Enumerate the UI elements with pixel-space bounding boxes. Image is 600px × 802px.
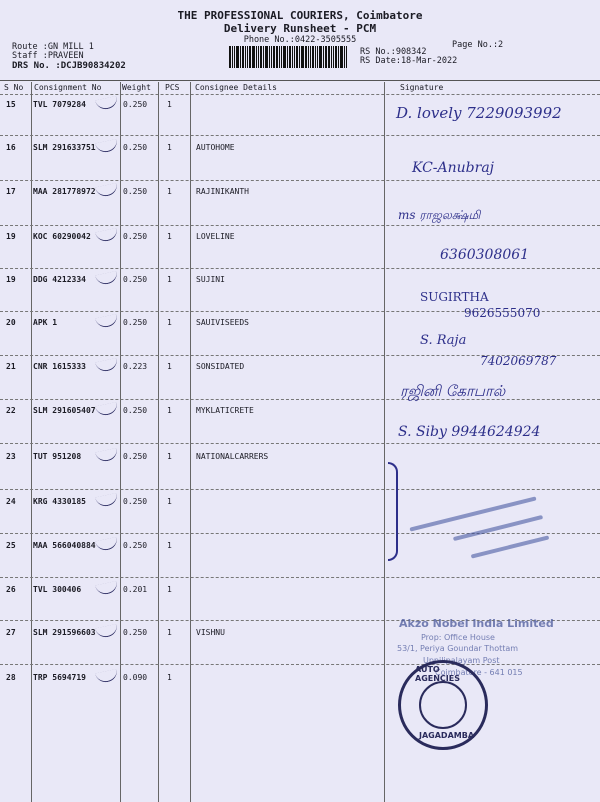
row-pcs: 1 xyxy=(167,318,172,327)
col-header-signature: Signature xyxy=(400,83,444,92)
row-pcs: 1 xyxy=(167,406,172,415)
row-pcs: 1 xyxy=(167,585,172,594)
signature-row-16: KC-Anubraj xyxy=(412,160,495,176)
row-weight: 0.090 xyxy=(123,673,148,682)
route-label: Route :GN MILL 1 xyxy=(12,42,94,52)
row-pcs: 1 xyxy=(167,232,172,241)
row-separator xyxy=(0,225,600,226)
table-header-rule xyxy=(0,94,600,95)
row-pcs: 1 xyxy=(167,497,172,506)
col-header-sno: S No xyxy=(4,83,24,92)
row-pcs: 1 xyxy=(167,541,172,550)
stamp-company: Akzo Nobel India Limited xyxy=(399,617,554,630)
table-top-rule xyxy=(0,80,600,81)
row-consignee: MYKLATICRETE xyxy=(196,406,254,415)
row-consignee: AUTOHOME xyxy=(196,143,235,152)
row-weight: 0.250 xyxy=(123,143,148,152)
rs-number: RS No.:908342 xyxy=(360,47,427,57)
check-mark xyxy=(95,537,119,552)
agency-seal xyxy=(398,660,488,750)
check-mark xyxy=(95,402,119,417)
stamp-smear xyxy=(409,496,536,531)
rs-date: RS Date:18-Mar-2022 xyxy=(360,56,458,66)
row-pcs: 1 xyxy=(167,362,172,371)
row-consignee: VISHNU xyxy=(196,628,225,637)
check-mark xyxy=(95,228,119,243)
check-mark xyxy=(95,448,119,463)
row-sno: 27 xyxy=(6,628,16,637)
col-divider-consignee xyxy=(384,82,385,802)
row-weight: 0.201 xyxy=(123,585,148,594)
row-consignee: RAJINIKANTH xyxy=(196,187,249,196)
col-header-weight: Weight xyxy=(122,83,151,92)
row-consignment-no: TUT 951208 xyxy=(33,452,82,461)
row-pcs: 1 xyxy=(167,628,172,637)
check-mark xyxy=(95,271,119,286)
row-sno: 25 xyxy=(6,541,16,550)
row-consignee: NATIONALCARRERS xyxy=(196,452,269,461)
row-weight: 0.250 xyxy=(123,318,148,327)
stamp-smear xyxy=(471,535,550,558)
staff-label: Staff :PRAVEEN xyxy=(12,51,84,61)
col-header-consignment: Consignment No xyxy=(34,83,102,92)
signature-row-19a: 6360308061 xyxy=(440,247,530,263)
row-separator xyxy=(0,443,600,444)
check-mark xyxy=(95,358,119,373)
row-pcs: 1 xyxy=(167,452,172,461)
row-consignment-no: SLM 291633751 xyxy=(33,143,96,152)
signature-row-20-phone: 7402069787 xyxy=(480,354,557,368)
stamp-line-3: 53/1, Periya Goundar Thottam xyxy=(397,644,519,653)
row-weight: 0.250 xyxy=(123,541,148,550)
row-weight: 0.250 xyxy=(123,452,148,461)
row-consignment-no: DDG 4212334 xyxy=(33,275,86,284)
document-title: THE PROFESSIONAL COURIERS, Coimbatore xyxy=(177,9,423,22)
seal-text-bottom: JAGADAMBA xyxy=(419,731,475,740)
row-weight: 0.223 xyxy=(123,362,148,371)
row-sno: 23 xyxy=(6,452,16,461)
row-separator xyxy=(0,399,600,400)
row-consignment-no: TVL 300406 xyxy=(33,585,82,594)
row-consignment-no: MAA 566040884 xyxy=(33,541,96,550)
row-consignment-no: CNR 1615333 xyxy=(33,362,86,371)
signature-row-19b: SUGIRTHA xyxy=(420,290,489,304)
row-consignee: SAUIVISEEDS xyxy=(196,318,249,327)
col-header-consignee: Consignee Details xyxy=(195,83,277,92)
row-pcs: 1 xyxy=(167,275,172,284)
row-pcs: 1 xyxy=(167,187,172,196)
row-consignment-no: TRP 5694719 xyxy=(33,673,86,682)
row-weight: 0.250 xyxy=(123,406,148,415)
signature-row-19b-phone: 9626555070 xyxy=(464,306,541,320)
signature-row-20: S. Raja xyxy=(420,333,467,348)
seal-center xyxy=(419,681,467,729)
check-mark xyxy=(95,183,119,198)
row-sno: 28 xyxy=(6,673,16,682)
phone-number: Phone No.:0422-3505555 xyxy=(243,35,357,45)
row-consignment-no: APK 1 xyxy=(33,318,58,327)
row-pcs: 1 xyxy=(167,100,172,109)
drs-number: DRS No. :DCJB90834202 xyxy=(12,61,126,71)
stamp-line-2: Prop: Office House xyxy=(421,633,495,642)
bracket-mark xyxy=(388,462,398,561)
row-sno: 22 xyxy=(6,406,16,415)
barcode xyxy=(229,46,355,68)
row-separator xyxy=(0,135,600,136)
row-consignment-no: SLM 291605407 xyxy=(33,406,96,415)
row-weight: 0.250 xyxy=(123,628,148,637)
row-sno: 15 xyxy=(6,100,16,109)
stamp-line-5: Coimbatore - 641 015 xyxy=(435,668,523,677)
row-consignment-no: MAA 281778972 xyxy=(33,187,96,196)
row-separator xyxy=(0,533,600,534)
signature-row-21: ரஜினி கோபால் xyxy=(400,382,506,400)
check-mark xyxy=(95,96,119,111)
row-consignment-no: SLM 291596603 xyxy=(33,628,96,637)
signature-row-15: D. lovely 7229093992 xyxy=(396,104,562,122)
row-weight: 0.250 xyxy=(123,275,148,284)
check-mark xyxy=(95,493,119,508)
row-weight: 0.250 xyxy=(123,232,148,241)
row-separator xyxy=(0,180,600,181)
stamp-line-4: Uppilipalayam Post xyxy=(423,656,500,665)
row-sno: 19 xyxy=(6,275,16,284)
page-number: Page No.:2 xyxy=(452,40,504,50)
check-mark xyxy=(95,314,119,329)
row-separator xyxy=(0,577,600,578)
row-weight: 0.250 xyxy=(123,100,148,109)
stamp-smear xyxy=(453,515,543,541)
row-sno: 21 xyxy=(6,362,16,371)
col-divider-weight xyxy=(158,82,159,802)
row-sno: 19 xyxy=(6,232,16,241)
row-sno: 20 xyxy=(6,318,16,327)
check-mark xyxy=(95,581,119,596)
signature-row-17: ms ராஜலக்ஷ்மி xyxy=(398,208,481,222)
row-sno: 26 xyxy=(6,585,16,594)
seal-text-top: AUTO AGENCIES xyxy=(415,665,460,683)
row-consignee: SUJINI xyxy=(196,275,225,284)
row-sno: 16 xyxy=(6,143,16,152)
check-mark xyxy=(95,139,119,154)
row-pcs: 1 xyxy=(167,673,172,682)
col-divider-sno xyxy=(31,82,32,802)
signature-row-22: S. Siby 9944624924 xyxy=(398,424,541,440)
row-pcs: 1 xyxy=(167,143,172,152)
row-separator xyxy=(0,489,600,490)
row-consignee: SONSIDATED xyxy=(196,362,245,371)
col-header-pcs: PCS xyxy=(165,83,180,92)
col-divider-cons xyxy=(120,82,121,802)
row-consignment-no: KOC 60290042 xyxy=(33,232,91,241)
check-mark xyxy=(95,669,119,684)
row-separator xyxy=(0,268,600,269)
row-sno: 17 xyxy=(6,187,16,196)
check-mark xyxy=(95,624,119,639)
document-subtitle: Delivery Runsheet - PCM xyxy=(223,22,377,35)
row-consignment-no: TVL 7079284 xyxy=(33,100,86,109)
col-divider-pcs xyxy=(190,82,191,802)
row-weight: 0.250 xyxy=(123,187,148,196)
row-weight: 0.250 xyxy=(123,497,148,506)
row-sno: 24 xyxy=(6,497,16,506)
row-consignee: LOVELINE xyxy=(196,232,235,241)
row-consignment-no: KRG 4330185 xyxy=(33,497,86,506)
